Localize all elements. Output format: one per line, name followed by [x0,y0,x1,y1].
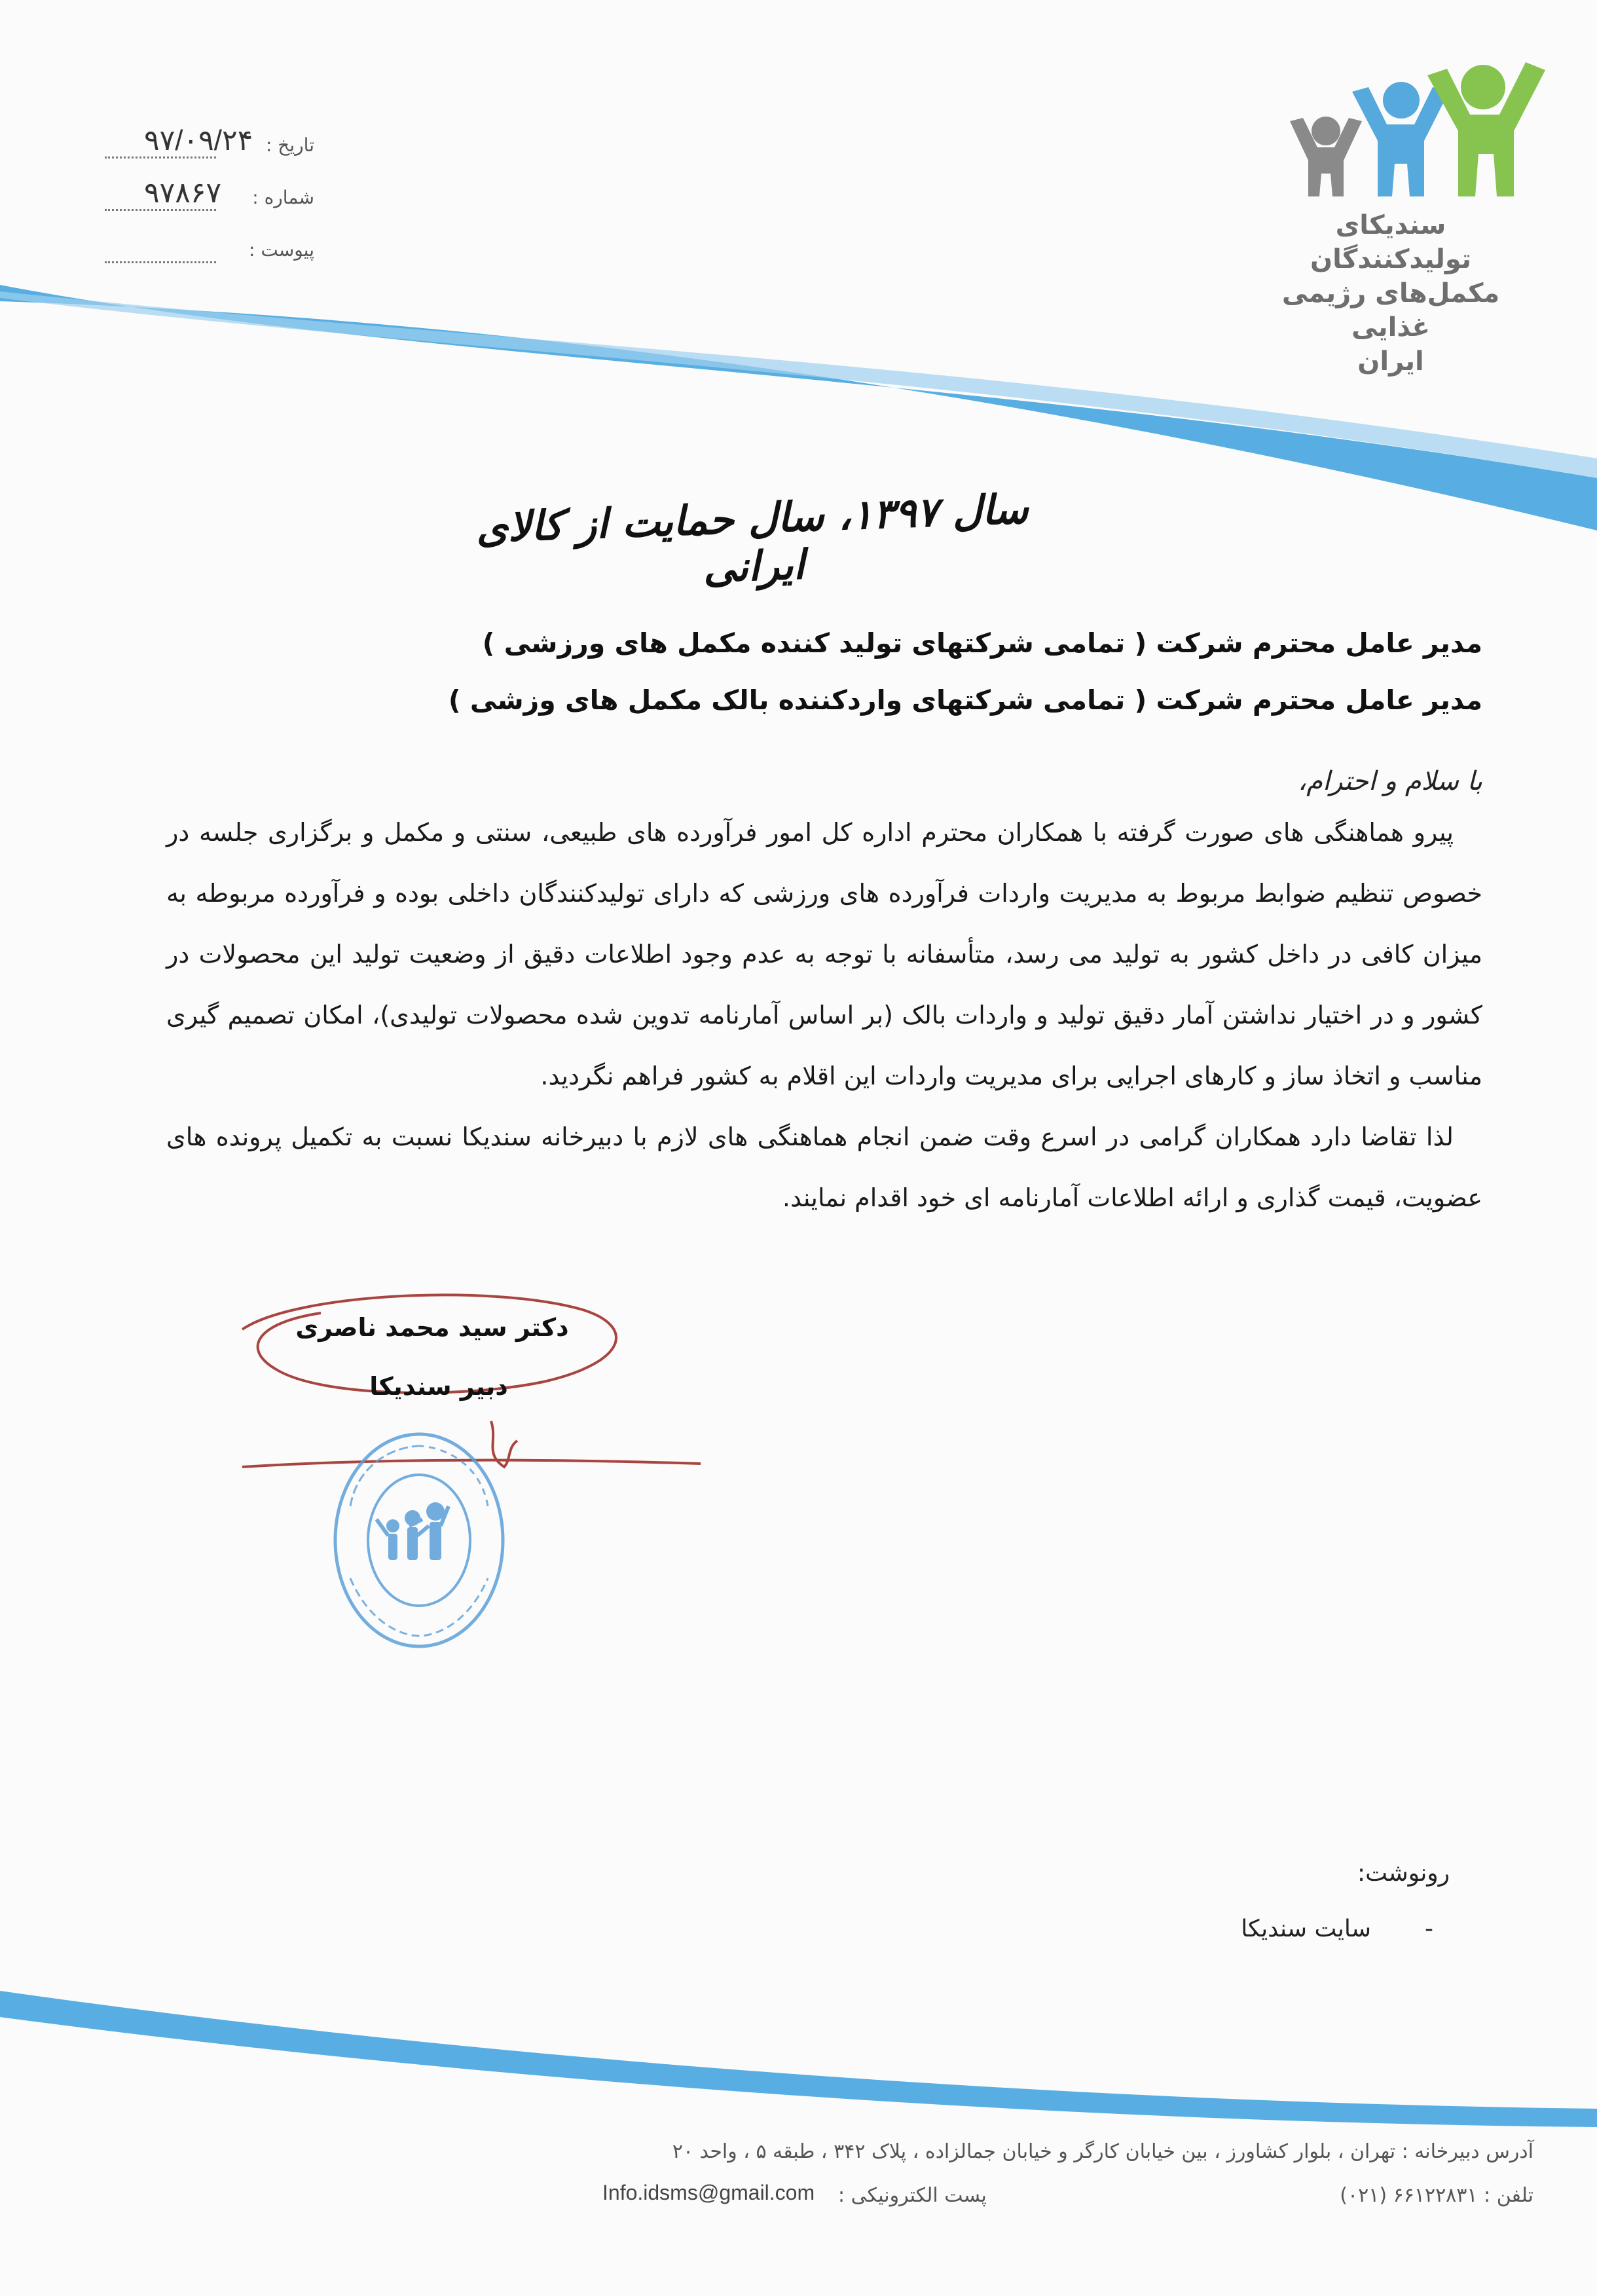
attachment-dotted-line [105,261,216,263]
org-name-line3: ایران [1357,346,1424,377]
attachment-field [105,232,314,272]
cc-item: سایت سندیکا [1241,1916,1371,1942]
slogan: سال ۱۳۹۷، سال حمایت از کالای ایرانی [475,485,1029,592]
addressee-2: مدیر عامل محترم شرکت ( تمامی شرکتهای واردکننده بالک مکمل های وزشی ) [448,684,1482,716]
org-name-line1: سندیکای تولیدکنندگان [1310,210,1471,274]
body-paragraph-2: لذا تقاضا دارد همکاران گرامی در اسرع وقت ضمن انجام هماهنگی های لازم با دبیرخانه سندیکا نسبت به تکمیل پرونده های عضویت، قیمت گذاری و ارائه اطلاعات آمارنامه ای خود اقدام نمایند. [166,1122,1482,1212]
footer-phone: تلفن : ۶۶۱۲۲۸۳۱ (۰۲۱) [1340,2184,1533,2207]
official-stamp [331,1428,507,1654]
signatory-title: دبیر سندیکا [369,1372,508,1401]
date-field [105,124,314,167]
greeting: با سلام و احترام، [1298,766,1482,796]
cc-dash: - [1425,1916,1433,1942]
organization-name [1253,208,1528,379]
attachment-label: پیوست : [249,239,314,261]
number-value: ۹۷۸۶۷ [144,177,222,209]
number-field [105,177,314,219]
date-value: ۹۷/۰۹/۲۴ [144,124,253,157]
cc-label: رونوشت: [1357,1860,1450,1887]
signatory-name: دکتر سید محمد ناصری [295,1313,569,1342]
org-name-line2: مکمل‌های رژیمی غذایی [1281,278,1500,343]
letter-body [166,802,1482,1229]
addressee-1: مدیر عامل محترم شرکت ( تمامی شرکتهای تولید کننده مکمل های ورزشی ) [482,627,1482,659]
body-paragraph-1: پیرو هماهنگی های صورت گرفته با همکاران محترم اداره کل امور فرآورده های طبیعی، سنتی و مکمل و برگزاری جلسه در خصوص تنظیم ضوابط مربوط به مدیریت واردات فرآورده های ورزشی که دارای تولیدکنندگان داخلی بوده و فرآورده مربوطه به میزان کافی در داخل کشور به تولید می رسد، متأسفانه با توجه به عدم وجود اطلاعات دقیق از وضعیت تولید این محصولات در کشور و در اختیار نداشتن آمار دقیق تولید و واردات بالک (بر اساس آمارنامه تدوین شده محصولات تولیدی)، امکان تصمیم گیری مناسب و اتخاذ ساز و کارهای اجرایی برای مدیریت واردات این اقلام به کشور فراهم نگردید. [166,818,1482,1090]
date-label: تاریخ : [265,134,314,156]
footer-email[interactable]: Info.idsms@gmail.com [602,2181,815,2204]
footer-address: آدرس دبیرخانه : تهران ، بلوار کشاورز ، بین خیابان کارگر و خیابان جمالزاده ، پلاک ۳۴۲ ، طبقه ۵ ، واحد ۲۰ [672,2140,1533,2163]
footer-swoosh [0,1978,1597,2128]
footer-email-label: پست الکترونیکی : [838,2184,987,2207]
logo-figures-icon [1283,56,1558,200]
number-label: شماره : [252,187,314,208]
